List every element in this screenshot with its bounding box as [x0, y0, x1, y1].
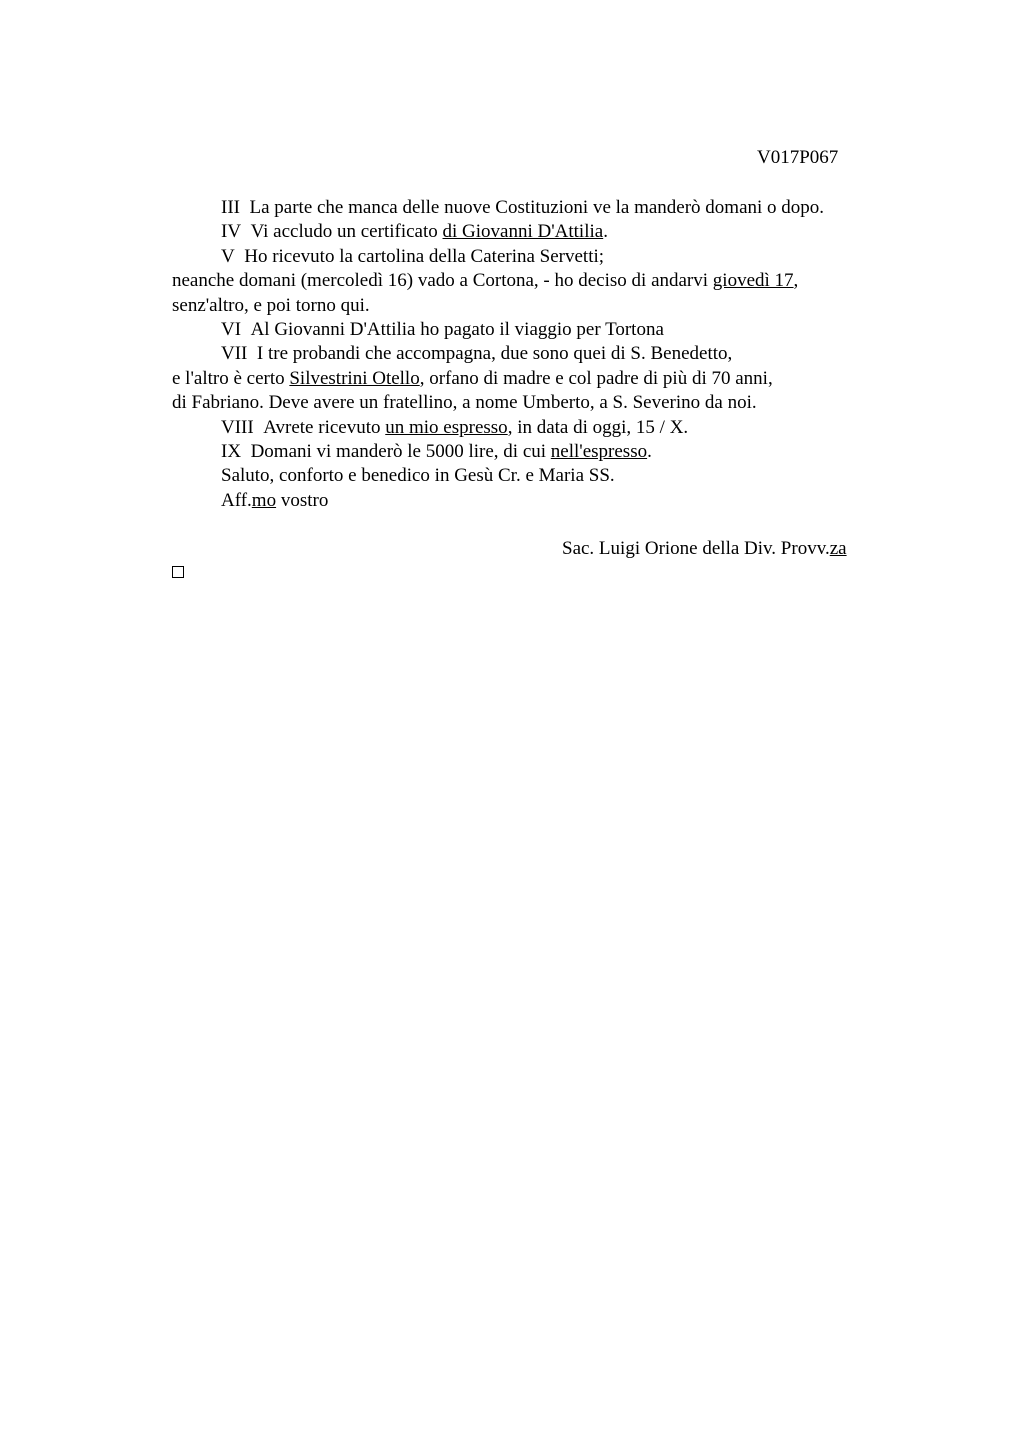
letter-body: [172, 196, 892, 513]
item-viii: [172, 416, 892, 440]
checkbox-square-icon: [172, 566, 184, 578]
item-text: Ho ricevuto la cartolina della Caterina Servetti;: [244, 245, 605, 267]
item-text: La parte che manca delle nuove Costituzioni ve la manderò domani o dopo.: [249, 197, 825, 218]
underlined-text: di Giovanni D'Attilia: [442, 221, 604, 243]
item-v: [172, 245, 892, 269]
item-text: .: [647, 440, 652, 462]
roman-numeral: III: [221, 197, 240, 218]
item-v-continuation: [172, 294, 892, 318]
underlined-text: mo: [251, 489, 277, 511]
item-text: e l'altro è certo: [172, 367, 290, 389]
signature-text: Sac. Luigi Orione della Div. Provv.: [562, 538, 830, 559]
valediction-text: vostro: [276, 489, 329, 511]
item-iv: [172, 220, 892, 244]
document-reference-code: V017P067: [757, 147, 839, 168]
item-text: , in data di oggi, 15 / X.: [507, 416, 689, 438]
item-vi: [172, 318, 892, 342]
closing-line: Saluto, conforto e benedico in Gesù Cr. e Maria SS.: [221, 465, 615, 487]
item-vii: [172, 342, 892, 366]
item-text: ,: [793, 270, 799, 292]
roman-numeral: VII: [221, 343, 248, 365]
item-vii-continuation: [172, 367, 892, 391]
item-text: I tre probandi che accompagna, due sono quei di S. Benedetto,: [256, 343, 733, 365]
item-text: senz'altro, e poi torno qui.: [172, 294, 370, 316]
roman-numeral: VIII: [221, 416, 254, 438]
roman-numeral: VI: [221, 318, 242, 340]
item-text: .: [603, 221, 608, 243]
item-text: Avrete ricevuto: [263, 416, 386, 438]
item-ix: [172, 440, 892, 464]
item-text: Domani vi manderò le 5000 lire, di cui: [250, 440, 551, 462]
item-v-continuation: [172, 269, 892, 293]
underlined-text: Silvestrini Otello: [289, 367, 420, 389]
valediction: [172, 489, 892, 513]
roman-numeral: IX: [221, 440, 242, 462]
underlined-text: za: [829, 538, 847, 559]
item-vii-continuation: [172, 391, 892, 415]
item-text: di Fabriano. Deve avere un fratellino, a nome Umberto, a S. Severino da noi.: [172, 392, 757, 414]
item-iii: [172, 196, 892, 220]
item-text: , orfano di madre e col padre di più di 70 anni,: [419, 367, 773, 389]
item-text: Vi accludo un certificato: [250, 221, 443, 243]
item-text: Al Giovanni D'Attilia ho pagato il viaggio per Tortona: [250, 318, 664, 340]
item-text: neanche domani (mercoledì 16) vado a Cortona, - ho deciso di andarvi: [172, 270, 713, 292]
underlined-text: nell'espresso: [550, 440, 648, 462]
underlined-text: giovedì 17: [712, 270, 794, 292]
valediction-text: Aff.: [221, 489, 252, 511]
roman-numeral: IV: [221, 221, 242, 243]
signature: [562, 538, 847, 560]
roman-numeral: V: [221, 245, 235, 267]
underlined-text: un mio espresso: [385, 416, 508, 438]
